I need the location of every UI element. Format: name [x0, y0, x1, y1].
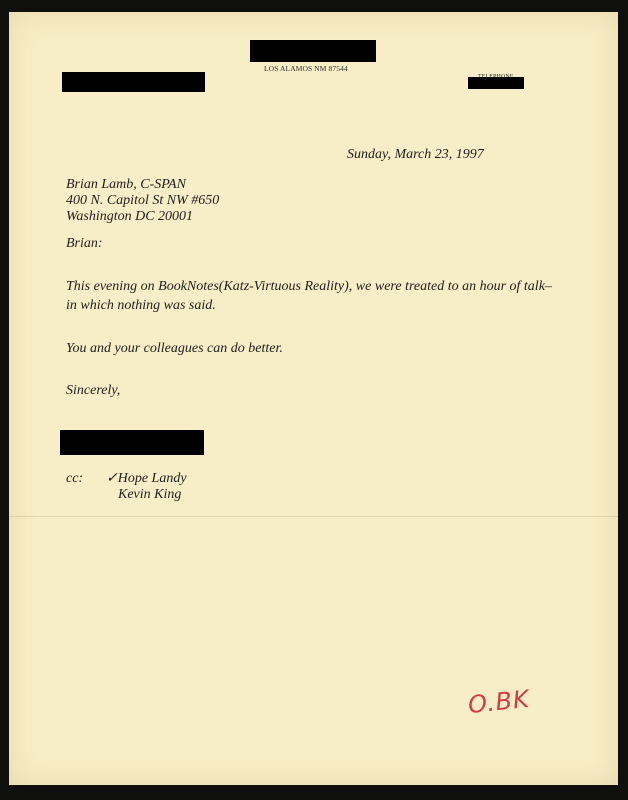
body-paragraph1-line1: This evening on BookNotes(Katz-Virtuous Reality), we were treated to an hour of talk–	[66, 279, 552, 294]
recipient-name: Brian Lamb, C-SPAN	[66, 177, 186, 192]
cc-label: cc:	[66, 471, 84, 486]
cc-recipient: Kevin King	[118, 487, 182, 502]
body-paragraph1-line2: in which nothing was said.	[66, 298, 216, 313]
salutation: Brian:	[66, 236, 103, 251]
redacted-telephone	[468, 77, 524, 89]
letterhead-city-line: LOS ALAMOS NM 87544	[264, 64, 348, 73]
redacted-signature	[60, 430, 204, 455]
letter-date: Sunday, March 23, 1997	[347, 147, 484, 162]
redacted-letterhead-name	[250, 40, 376, 62]
cc-recipient: ✓Hope Landy	[106, 471, 187, 486]
handwritten-annotation: O.BK	[466, 684, 532, 720]
body-paragraph2: You and your colleagues can do better.	[66, 341, 283, 356]
recipient-address-line1: 400 N. Capitol St NW #650	[66, 193, 220, 208]
paper-fold-line	[9, 516, 618, 517]
closing: Sincerely,	[66, 383, 121, 398]
redacted-sender-address	[62, 72, 205, 92]
recipient-address-line2: Washington DC 20001	[66, 209, 194, 224]
